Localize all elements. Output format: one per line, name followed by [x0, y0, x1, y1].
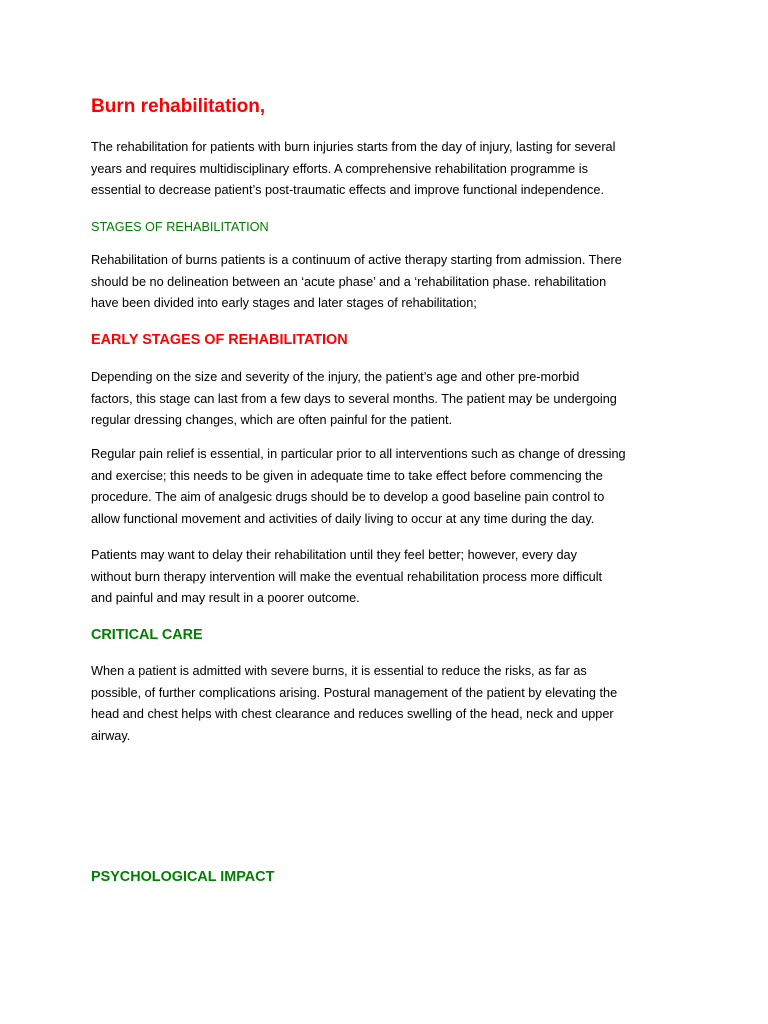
early-stages-heading: EARLY STAGES OF REHABILITATION — [91, 332, 348, 348]
document-title: Burn rehabilitation, — [91, 96, 266, 117]
psychological-impact-heading: PSYCHOLOGICAL IMPACT — [91, 869, 275, 885]
early-paragraph-3: Patients may want to delay their rehabilitation until they feel better; however, every day without burn therapy intervention will make the eventual rehabilitation process more difficult and painful and may result in a poorer outcome. — [91, 548, 603, 606]
early-paragraph-2: Regular pain relief is essential, in particular prior to all interventions such as change of dressing and exercise; this needs to be given in adequate time to take effect before commencing the procedure. The aim of analgesic drugs should be to develop a good baseline pain control to allow functional movement and activities of daily living to occur at any time during the day. — [91, 447, 626, 527]
stages-paragraph: Rehabilitation of burns patients is a continuum of active therapy starting from admission. There should be no delineation between an ‘acute phase’ and a ‘rehabilitation phase. rehabilitation have been divided into early stages and later stages of rehabilitation; — [91, 253, 622, 311]
critical-care-paragraph: When a patient is admitted with severe burns, it is essential to reduce the risks, as far as possible, of further complications arising. Postural management of the patient by elevating the head and chest helps with chest clearance and reduces swelling of the head, neck and upper airway. — [91, 664, 618, 744]
critical-care-heading: CRITICAL CARE — [91, 627, 203, 643]
early-paragraph-1: Depending on the size and severity of the injury, the patient’s age and other pre-morbid factors, this stage can last from a few days to several months. The patient may be undergoing regular dressing changes, which are often painful for the patient. — [91, 370, 617, 428]
intro-paragraph: The rehabilitation for patients with burn injuries starts from the day of injury, lasting for several years and requires multidisciplinary efforts. A comprehensive rehabilitation programme is essential to decrease patient’s post-traumatic effects and improve functional independence. — [91, 140, 616, 198]
stages-heading: STAGES OF REHABILITATION — [91, 220, 269, 234]
